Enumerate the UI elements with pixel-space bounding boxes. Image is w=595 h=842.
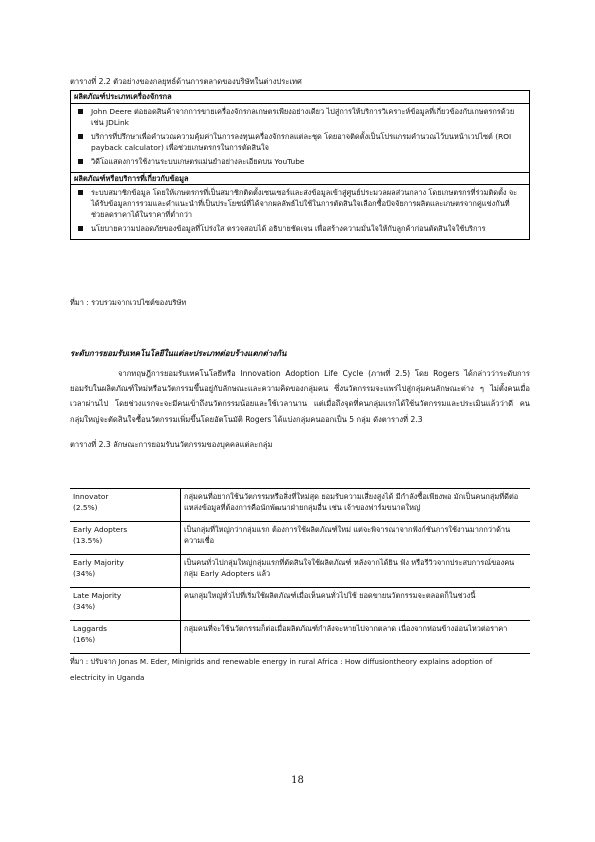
table1-section2-list (71, 185, 529, 239)
table2-source: ที่มา : ปรับจาก Jonas M. Eder, Minigrids and renewable energy in rural Africa : How diffusiontheory explains adoption of electricity in Uganda (70, 657, 493, 682)
table-row (70, 588, 530, 621)
table-row (70, 489, 530, 522)
adopter-table (70, 488, 530, 654)
section-heading: ระดับการยอมรับเทคโนโลยีในแต่ละประเภทต่อบร้างแตกต่างกัน (70, 349, 287, 358)
table2-caption: ตารางที่ 2.3 ลักษณะการยอมรับนวัตกรรมของบุคคลแต่ละกลุ่ม (70, 440, 273, 449)
table-row (70, 522, 530, 555)
description-cell: คนกลุ่มใหญ่ทั่วไปที่เริ่มใช้ผลิตภัณฑ์เมื่อเห็นคนทั่วไปใช้ ยอดขายนวัตกรรมจะตลอดก็ในช่วงนี้ (184, 591, 476, 600)
strategy-table (70, 90, 530, 240)
list-item: วิดีโอแสดงการใช้งานระบบเกษตรแม่นยำอย่างละเอียดบน YouTube (71, 156, 529, 167)
description-cell: เป็นคนทั่วไปกลุ่มใหญ่กลุ่มแรกที่ตัดสินใจใช้ผลิตภัณฑ์ หลังจากได้ยิน ฟัง หรือรีวิวจากประสบการณ์ของคนกลุ่ม Early Adopters แล้ว (184, 558, 515, 578)
square-bullet-icon (78, 190, 83, 195)
list-item: ระบบสมาชิกข้อมูล โดยให้เกษตรกรที่เป็นสมาชิกติดตั้งเซนเซอร์และส่งข้อมูลเข้าสู่ศูนย์ประมวลผลส่วนกลาง โดยเกษตรกรที่ร่วมติดตั้ง จะได้รับข้อมูลการรวมและคำแนะนำที่เป็นประโยชน์ที่ได้จากผลลัพธ์ไปใช้ในการตัดสินใจเลือกซื้อปัจจัยการผลิตและเกษตรจากคู่แข่งกันที่ช่วยลดราคาได้ในราคาที่ต่ำกว่า (71, 187, 529, 220)
table-row (70, 621, 530, 654)
description-cell: เป็นกลุ่มที่ใหญ่กว่ากลุ่มแรก ต้องการใช้ผลิตภัณฑ์ใหม่ แต่จะพิจารณาจากฟังก์ชันการใช้งานมากกว่าด้านความเชื่อ (184, 525, 511, 545)
body-paragraph: จากทฤษฎีการยอมรับเทคโนโลยีหรือ Innovation Adoption Life Cycle (ภาพที่ 2.5) โดย Rogers ได้กล่าวว่าระดับการยอมรับในผลิตภัณฑ์ใหม่หรือนวัตกรรมขึ้นอยู่กับลักษณะและความคิดของกลุ่มคน ซึ่งนวัตกรรมจะแพร่ไปสู่กลุ่มคนลักษณะต่าง ๆ ไม่ตั้งคนเมื่อเวลาผ่านไป โดยช่วงแรกจะจะมีคนเข้าถึงนวัตกรรมน้อยและใช้เวลานาน แต่เมื่อถึงจุดที่คนกลุ่มแรกได้ใช้นวัตกรรมและประเมินแล้วว่าดี คนกลุ่มใหญ่จะตัดสินใจซื้อนวัตกรรมเพิ่มขึ้นโดยอัตโนมัติ Rogers ได้แบ่งกลุ่มคนออกเป็น 5 กลุ่ม ดังตารางที่ 2.3 (70, 369, 530, 424)
square-bullet-icon (78, 134, 83, 139)
table1-section1-header: ผลิตภัณฑ์ประเภทเครื่องจักรกล (71, 91, 529, 104)
square-bullet-icon (78, 109, 83, 114)
page-number: 18 (291, 775, 304, 786)
category-cell: Early Majority (34%) (70, 555, 181, 588)
list-item: John Deere ต่อยอดสินค้าจากการขายเครื่องจักรกลเกษตรเพียงอย่างเดียว ไปสู่การให้บริการวิเคราะห์ข้อมูลที่เกี่ยวข้องกับเกษตรกรด้วย เช่น JDLink (71, 106, 529, 128)
description-cell: กลุ่มคนที่จะใช้นวัตกรรมก็ต่อเมื่อผลิตภัณฑ์กำลังจะหายไปจากตลาด เนื่องจากห่อนข้างอ่อนไหวต่อราคา (184, 624, 508, 633)
category-cell: Early Adopters (13.5%) (70, 522, 181, 555)
table-row (70, 555, 530, 588)
category-cell: Innovator (2.5%) (70, 489, 181, 522)
list-item: บริการที่ปรึกษาเพื่อคำนวณความคุ้มค่าในการลงทุนเครื่องจักรกลแต่ละชุด โดยอาจติดตั้งเป็นโปรแกรมคำนวณไว้บนหน้าเวปไซต์ (ROI payback calculator) เพื่อช่วยเกษตรกรในการตัดสินใจ (71, 131, 529, 153)
list-item: นโยบายความปลอดภัยของข้อมูลที่โปร่งใส ตรวจสอบได้ อธิบายชัดเจน เพื่อสร้างความมั่นใจให้กับลูกค้าก่อนตัดสินใจใช้บริการ (71, 223, 529, 234)
square-bullet-icon (78, 226, 83, 231)
table1-section1-list (71, 104, 529, 172)
table1-source: ที่มา : รวบรวมจากเวปไซต์ของบริษัท (70, 298, 187, 307)
table1-section2-header: ผลิตภัณฑ์หรือบริการที่เกี่ยวกับข้อมูล (71, 172, 529, 185)
description-cell: กลุ่มคนที่อยากใช้นวัตกรรมหรือสิ่งที่ใหม่สุด ยอมรับความเสี่ยงสูงได้ มีกำลังซื้อเพียงพอ มักเป็นคนกลุ่มที่ดีต่อแหล่งข้อมูลที่ต้องการคือนักพัฒนาฝ่ายกลุ่มอื่น เช่น เจ้าของฟาร์มขนาดใหญ่ (184, 492, 519, 512)
square-bullet-icon (78, 159, 83, 164)
category-cell: Laggards (16%) (70, 621, 181, 654)
category-cell: Late Majority (34%) (70, 588, 181, 621)
table1-caption: ตารางที่ 2.2 ตัวอย่างของกลยุทธ์ด้านการตลาดของบริษัทในต่างประเทศ (70, 77, 302, 86)
